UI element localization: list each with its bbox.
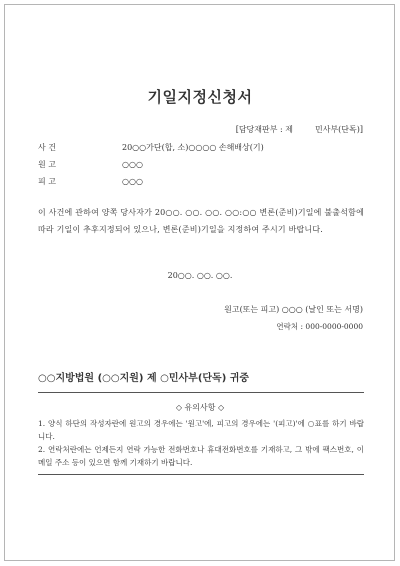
plaintiff-label: 원 고 bbox=[38, 160, 56, 169]
plaintiff-value: ○○○ bbox=[122, 160, 143, 169]
case-value: 20○○가단(합, 소)○○○○ 손해배상(기) bbox=[122, 143, 264, 152]
notice-title: ◇ 유의사항 ◇ bbox=[175, 403, 225, 412]
defendant-row bbox=[38, 176, 143, 187]
department-prefix: [담당재판부 : 제 bbox=[235, 125, 293, 134]
defendant-value: ○○○ bbox=[122, 177, 143, 186]
court-addressee: ○○지방법원 (○○지원) 제 ○민사부(단독) 귀중 bbox=[38, 373, 250, 384]
notice-item: 1. 양식 하단의 작성자란에 원고의 경우에는 '원고'에, 피고의 경우에는 '(피고)'에 ○표를 하기 바랍니다. bbox=[38, 419, 364, 441]
department-suffix: 민사부(단독)] bbox=[314, 125, 363, 134]
filing-date: 20○○. ○○. ○○. bbox=[167, 271, 233, 280]
document-title: 기일지정신청서 bbox=[147, 88, 253, 106]
notice-top-rule bbox=[38, 392, 364, 393]
signature-line: 원고(또는 피고) ○○○ (날인 또는 서명) bbox=[224, 305, 363, 314]
plaintiff-row bbox=[38, 159, 143, 170]
notice-item: 2. 연락처란에는 언제든지 연락 가능한 전화번호나 휴대전화번호를 기재하고, 그 밖에 팩스번호, 이메일 주소 등이 있으면 함께 기재하기 바랍니다. bbox=[38, 445, 364, 467]
notice-bottom-rule bbox=[38, 474, 364, 475]
department-line bbox=[236, 124, 363, 135]
contact-line: 연락처 : 000-0000-0000 bbox=[276, 322, 363, 331]
defendant-label: 피 고 bbox=[38, 177, 56, 186]
case-row bbox=[38, 142, 264, 153]
case-label: 사 건 bbox=[38, 143, 56, 152]
request-body: 이 사건에 관하여 양쪽 당사자가 20○○. ○○. ○○. ○○:○○ 변론(준비)기일에 불출석함에 따라 기일이 추후지정되어 있으나, 변론(준비)기일을 지정하여 주시기 바랍니다. bbox=[38, 208, 364, 234]
